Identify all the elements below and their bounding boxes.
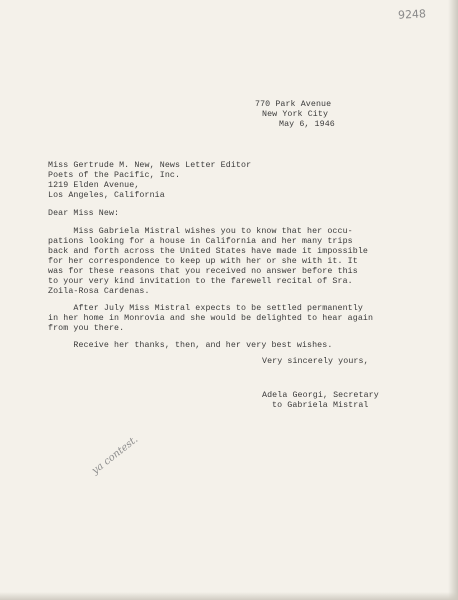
return-address-street: 770 Park Avenue [255, 100, 332, 109]
body-line: to your very kind invitation to the farewell recital of Sra. [48, 277, 353, 286]
return-address-city: New York City [262, 110, 329, 119]
body-line: from you there. [48, 324, 125, 333]
body-line: Zoila-Rosa Cardenas. [48, 287, 150, 296]
salutation: Dear Miss New: [48, 209, 120, 218]
page-bottom-shadow [0, 592, 458, 600]
letter-date: May 6, 1946 [279, 120, 335, 129]
body-line: back and forth across the United States have made it impossible [48, 247, 368, 256]
recipient-street: 1219 Elden Avenue, [48, 181, 140, 190]
recipient-name: Miss Gertrude M. New, News Letter Editor [48, 161, 252, 170]
body-line: After July Miss Mistral expects to be settled permanently [48, 304, 363, 313]
signature-title: to Gabriela Mistral [272, 401, 369, 410]
recipient-city: Los Angeles, California [48, 191, 165, 200]
body-line: pations looking for a house in California and her many trips [48, 237, 353, 246]
archive-number: 9248 [397, 7, 427, 22]
page-edge-shadow [448, 0, 458, 600]
body-line: was for these reasons that you received no answer before this [48, 267, 358, 276]
signature-name: Adela Georgi, Secretary [262, 391, 379, 400]
body-line: for her correspondence to keep up with her or she with it. It [48, 257, 358, 266]
body-paragraph-3: Receive her thanks, then, and her very best wishes. [48, 341, 333, 350]
recipient-organization: Poets of the Pacific, Inc. [48, 171, 181, 180]
closing: Very sincerely yours, [262, 357, 369, 366]
body-line: in her home in Monrovia and she would be delighted to hear again [48, 314, 374, 323]
handwritten-note: ya contest. [90, 434, 141, 477]
body-line: Miss Gabriela Mistral wishes you to know that her occu- [48, 227, 353, 236]
